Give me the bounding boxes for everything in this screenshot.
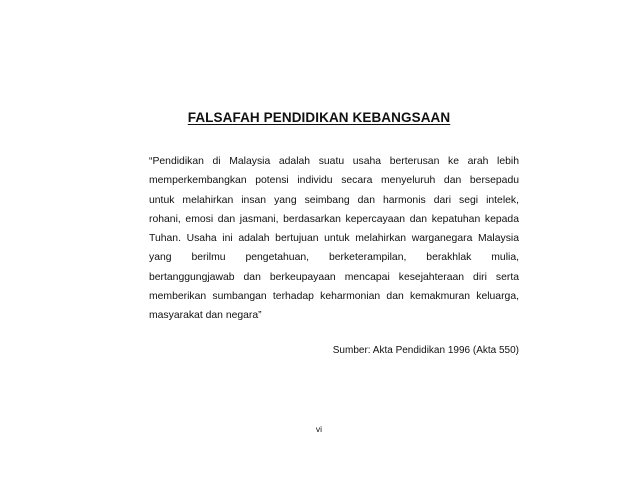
paragraph-line: Tuhan. Usaha ini adalah bertujuan untuk melahirkan warganegara Malaysia bbox=[149, 233, 519, 245]
paragraph-line: memperkembangkan potensi individu secara menyeluruh dan bersepadu bbox=[149, 175, 519, 187]
paragraph-line: masyarakat dan negara” bbox=[149, 310, 262, 322]
quote-paragraph bbox=[149, 152, 519, 326]
page-number: vi bbox=[315, 424, 323, 434]
paragraph-line: bertanggungjawab dan berkeupayaan mencapai kesejahteraan diri serta bbox=[149, 271, 519, 283]
source-citation: Sumber: Akta Pendidikan 1996 (Akta 550) bbox=[332, 345, 519, 356]
paragraph-line: memberikan sumbangan terhadap keharmonian dan kemakmuran keluarga, bbox=[149, 291, 519, 303]
paragraph-line: untuk melahirkan insan yang seimbang dan harmonis dari segi intelek, bbox=[149, 194, 519, 206]
paragraph-line: yang berilmu pengetahuan, berketerampilan, berakhlak mulia, bbox=[149, 252, 519, 264]
page-title: FALSAFAH PENDIDIKAN KEBANGSAAN bbox=[187, 110, 451, 125]
paragraph-line: “Pendidikan di Malaysia adalah suatu usaha berterusan ke arah lebih bbox=[149, 156, 519, 167]
paragraph-line: rohani, emosi dan jasmani, berdasarkan kepercayaan dan kepatuhan kepada bbox=[149, 213, 519, 225]
